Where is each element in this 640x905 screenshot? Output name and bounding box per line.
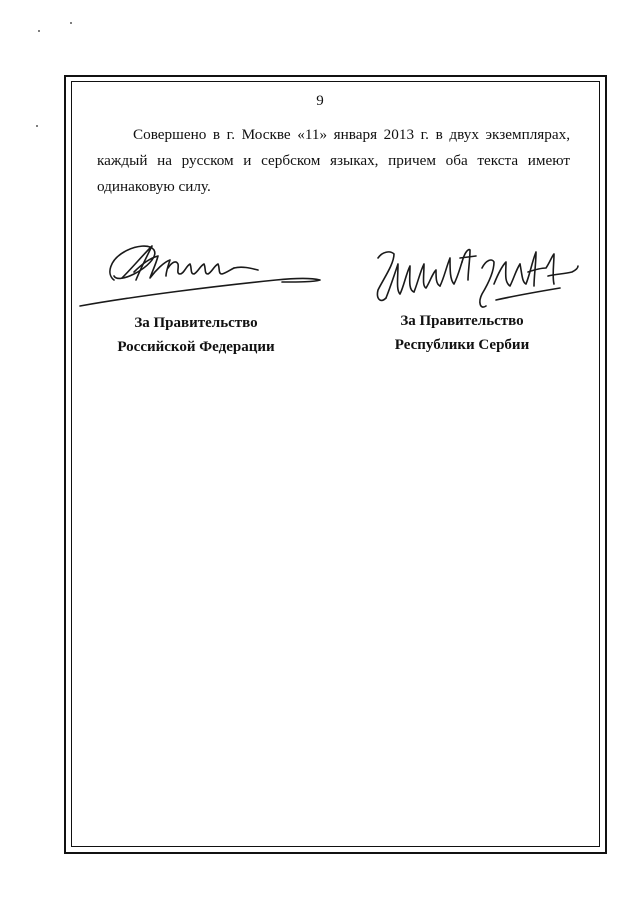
signatory-serbia-line1: За Правительство <box>400 313 524 329</box>
page-number: 9 <box>316 93 324 109</box>
signature-serbia <box>364 228 594 314</box>
closing-paragraph: Совершено в г. Москве «11» января 2013 г. в двух экземплярах, каждый на русском и сербском языках, причем оба текста имеют одинаковую силу. <box>97 126 570 195</box>
signatory-russia-line2: Российской Федерации <box>117 339 275 355</box>
scan-speck <box>38 30 40 32</box>
signatory-russia-line1: За Правительство <box>134 315 258 331</box>
signature-russia <box>76 228 326 308</box>
signatory-serbia-line2: Республики Сербии <box>394 337 530 353</box>
scan-speck <box>70 22 72 24</box>
signatory-block-serbia <box>362 309 562 357</box>
signatory-block-russia <box>96 311 296 359</box>
scan-speck <box>36 125 38 127</box>
